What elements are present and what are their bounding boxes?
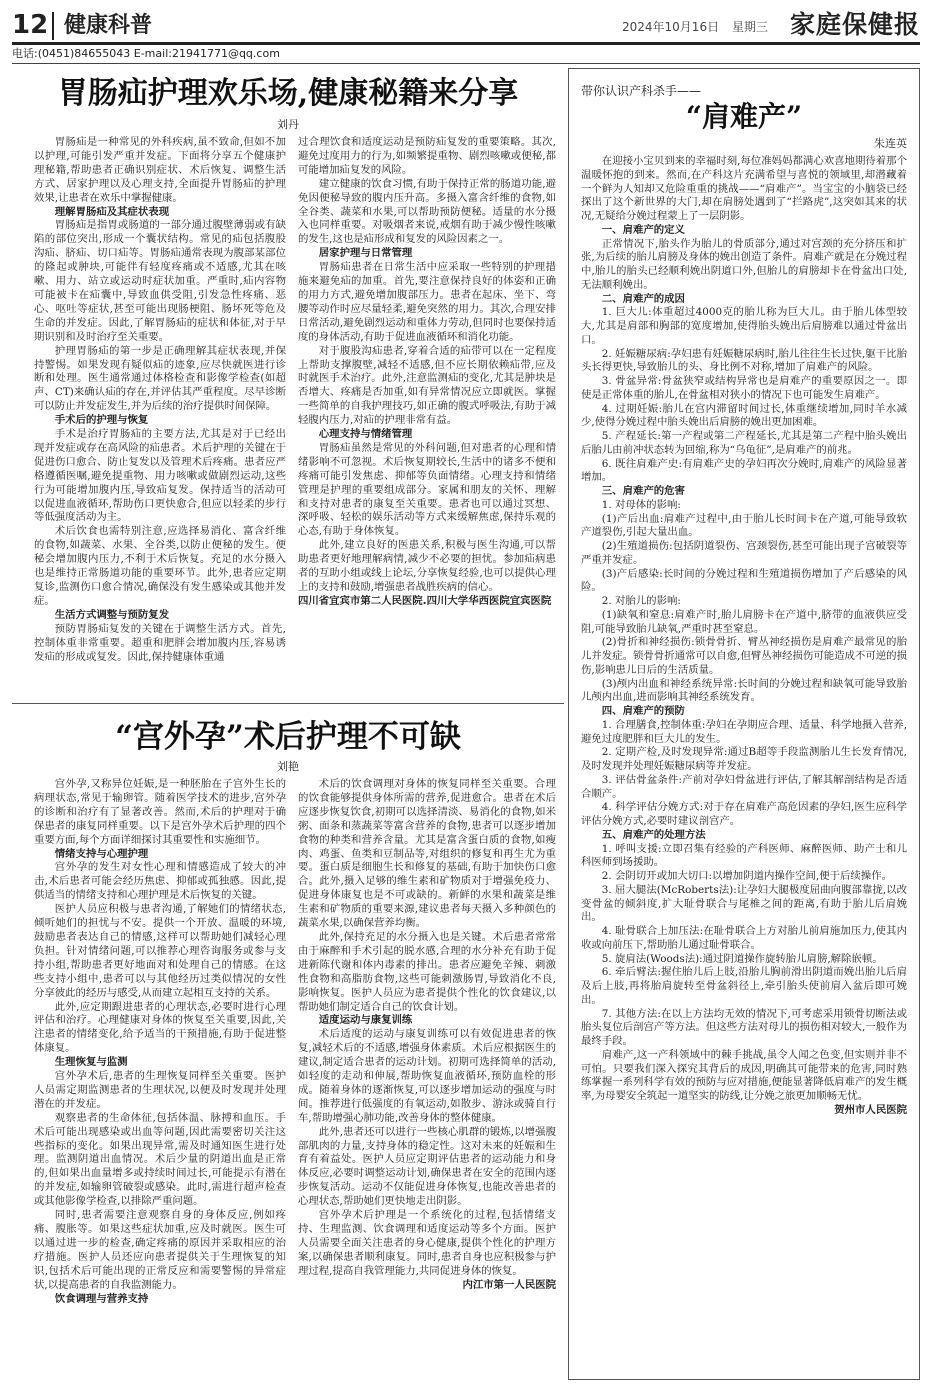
paragraph: 3. 评估骨盆条件:产前对孕妇骨盆进行评估,了解其解剖结构是否适合顺产。: [581, 773, 907, 800]
paragraph: (1)产后出血:肩难产过程中,由于胎儿长时间卡在产道,可能导致软产道裂伤,引起大量出血。: [581, 512, 907, 539]
paragraph: (3)颅内出血和神经系统异常:长时间的分娩过程和缺氧可能导致胎儿颅内出血,进而影响其神经系统发育。: [581, 677, 907, 704]
subheading: 手术后的护理与恢复: [54, 414, 149, 427]
article-ectopic-body: [12, 778, 564, 1380]
paragraph: 宫外孕的发生对女性心理和情感造成了较大的冲击,术后患者可能会经历焦虑、抑郁或孤独感。因此,提供适当的情绪支持和心理护理是术后恢复的关键。: [34, 861, 286, 902]
article-hernia-author: 刘丹: [277, 118, 299, 131]
paragraph: 1. 巨大儿:体重超过4000克的胎儿称为巨大儿。由于胎儿体型较大,尤其是肩部和胸部的宽度增加,使得胎头娩出后肩膀难以通过骨盆出口。: [581, 306, 907, 346]
article-ectopic-column-2: [298, 778, 556, 1378]
subheading: 五、肩难产的处理方法: [601, 828, 706, 841]
subheading: 饮食调理与营养支持: [54, 1292, 149, 1305]
author-affiliation: 内江市第一人民医院: [462, 1278, 556, 1291]
article-shoulder-body: [581, 155, 907, 1373]
article-hernia-column-2: [298, 136, 556, 702]
paragraph: 过合理饮食和适度运动是预防疝复发的重要策略。其次,避免过度用力的行为,如频繁提重物、剧烈咳嗽或便秘,都可能增加疝复发的风险。: [298, 136, 556, 176]
paragraph: 胃肠疝是一种常见的外科疾病,虽不致命,但如不加以护理,可能引发严重并发症。下面将分享五个健康护理秘籍,帮助患者正确识别症状、术后恢复、调整生活方式、居家护理以及心理支持,全面提升胃肠疝的护理效果,让患者在欢乐中掌握健康。: [34, 136, 286, 204]
subheading: 情绪支持与心理护理: [54, 847, 149, 860]
author-affiliation: 贺州市人民医院: [834, 1103, 907, 1116]
paragraph: 6. 牵后臂法:握住胎儿后上肢,沿胎儿胸前滑出阴道而娩出胎儿后肩及后上肢,再将胎肩旋转至骨盆斜径上,牵引胎头使前肩入盆后即可娩出。: [581, 966, 907, 1006]
article-shoulder-author: 朱连英: [874, 137, 907, 150]
article-ectopic-column-1: [34, 778, 286, 1378]
paragraph: 5. 产程延长:第一产程或第二产程延长,尤其是第二产程中胎头娩出后胎儿由前冲状态转为回缩,称为“乌龟征”,是肩难产的前兆。: [581, 430, 907, 456]
paragraph: (2)生殖道损伤:包括阴道裂伤、宫颈裂伤,甚至可能出现子宫破裂等严重并发症。: [581, 540, 907, 566]
paragraph: 2. 会阴切开或加大切口:以增加阴道内操作空间,便于后续操作。: [601, 870, 892, 882]
paragraph: 观察患者的生命体征,包括体温、脉搏和血压。手术后可能出现感染或出血等问题,因此需要密切关注这些指标的变化。如果出现异常,需及时通知医生进行处理。监测阴道出血情况。术后少量的阴道出血是正常的,但如果出血量增多或持续时间过长,可能提示有潜在的并发症,如输卵管破裂或感染。此时,需进行超声检查或其他影像学检查,以排除严重问题。: [34, 1111, 286, 1208]
paragraph: 宫外孕术后护理是一个系统化的过程,包括情绪支持、生理监测、饮食调理和适度运动等多个方面。医护人员需要全面关注患者的身心健康,提供个性化的护理方案,以确保患者顺利康复。同时,患者自身也应积极参与护理过程,提高自我管理能力,共同促进身体的恢复。: [298, 1209, 556, 1277]
paragraph: 护理胃肠疝的第一步是正确理解其症状表现,并保持警惕。如果发现有疑似疝的迹象,应尽快就医进行诊断和处理。医生通常通过体格检查和影像学检查(如超声、CT)来确认疝的存在,并评估其严重程度。尽早诊断可以防止并发症发生,并为后续的治疗提供时间保障。: [34, 344, 286, 413]
subheading: 生理恢复与监测: [54, 1056, 128, 1069]
paragraph: 医护人员应积极与患者沟通,了解她们的情绪状态,倾听她们的担忧与不安。提供一个开放、温暖的环境,鼓励患者表达自己的情感,这样可以帮助她们减轻心理负担。针对情绪问题,可以推荐心理咨询服务或参与支持小组,帮助患者更好地面对和处理自己的情感。在这些支持小组中,患者可以与其他经历过类似情况的女性分享彼此的经历与感受,从而建立起相互支持的关系。: [34, 903, 286, 999]
paragraph: 肩难产,这一产科领域中的棘手挑战,虽令人闻之色变,但实则并非不可怕。只要我们深入探究其背后的成因,明确其可能带来的危害,同时熟练掌握一系列科学有效的预防与应对措施,便能显著降低肩难产的发生概率,为母婴安全筑起一道坚实的防线,让分娩之旅更加顺畅无忧。: [581, 1048, 907, 1102]
paragraph: 1. 呼叫支援:立即召集有经验的产科医师、麻醉医师、助产士和儿科医师到场援助。: [581, 842, 907, 869]
paragraph: 术后饮食也需特别注意,应选择易消化、富含纤维的食物,如蔬菜、水果、全谷类,以防止便秘的发生。便秘会增加腹内压力,不利于术后恢复。充足的水分摄入也是维持正常肠道功能的重要环节。此外,患者应定期复诊,监测伤口愈合情况,确保没有发生感染或其他并发症。: [34, 525, 286, 607]
article-ectopic: [12, 706, 564, 1380]
paragraph: 此外,患者还可以进行一些核心肌群的锻炼,以增强腹部肌肉的力量,支持身体的稳定性。这对未来的妊娠和生育有着益处。医护人员应定期评估患者的运动能力和身体反应,必要时调整运动计划,确保患者在安全的范围内逐步恢复活动。运动不仅能促进身体恢复,也能改善患者的心理状态,帮助她们更快地走出阴影。: [298, 1125, 556, 1208]
subheading: 二、肩难产的成因: [601, 292, 685, 305]
paragraph: 3. 骨盆异常:骨盆狭窄或结构异常也是肩难产的重要原因之一。即使是正常体重的胎儿,在骨盆相对狭小的情况下也可能发生肩难产。: [581, 375, 907, 401]
contact-line: 电话:(0451)84655043 E-mail:21941771@qq.com: [12, 47, 280, 60]
subheading: 适度运动与康复训练: [318, 1014, 413, 1027]
paragraph: 4. 耻骨联合上加压法:在耻骨联合上方对胎儿前肩施加压力,使其内收或向前压下,帮助胎儿通过耻骨联合。: [581, 925, 907, 951]
paragraph: 同时,患者需要注意观察自身的身体反应,例如疼痛、腹胀等。如果这些症状加重,应及时就医。医生可以通过进一步的检查,确定疼痛的原因并采取相应的治疗措施。医护人员还应向患者提供关于生理恢复的知识,包括术后可能出现的正常反应和需要警惕的异常症状,以提高患者的自我监测能力。: [34, 1209, 286, 1291]
issue-weekday: 星期三: [732, 20, 769, 34]
contact-rule: [12, 63, 920, 64]
paragraph: 4. 过期妊娠:胎儿在宫内滞留时间过长,体重继续增加,同时羊水减少,使得分娩过程中胎头娩出后肩膀的娩出更加困难。: [581, 402, 907, 429]
paragraph: (2)骨折和神经损伤:锁骨骨折、臂丛神经损伤是肩难产最常见的胎儿并发症。锁骨骨折通常可以自愈,但臂丛神经损伤可能造成不可逆的损伤,影响患儿日后的生活质量。: [581, 636, 907, 676]
paragraph: 6. 既往肩难产史:有肩难产史的孕妇再次分娩时,肩难产的风险显著增加。: [581, 457, 907, 484]
section-title: 健康科普: [64, 13, 153, 38]
paragraph: 4. 科学评估分娩方式:对于存在肩难产高危因素的孕妇,医生应科学评估分娩方式,必要时建议剖宫产。: [581, 801, 907, 827]
header-divider: [52, 12, 54, 40]
paragraph: 3. 屈大腿法(McRoberts法):让孕妇大腿极度屈曲向腹部靠拢,以改变骨盆的倾斜度,扩大耻骨联合与尾椎之间的距离,有助于胎儿后肩娩出。: [581, 883, 907, 924]
paragraph: 对于腹股沟疝患者,穿着合适的疝带可以在一定程度上帮助支撑腹壁,减轻不适感,但不应长期依赖疝带,应及时就医手术治疗。此外,注意监测疝的变化,尤其是肿块是否增大、疼痛是否加重,如有异常情况应立即就医。掌握一些简单的自我护理技巧,如正确的腹式呼吸法,有助于减轻腹内压力,对疝的护理非常有益。: [298, 344, 556, 427]
paragraph: 术后适度的运动与康复训练可以有效促进患者的恢复,减轻术后的不适感,增强身体素质。术后应根据医生的建议,制定适合患者的运动计划。初期可选择简单的活动,如轻度的走动和伸展,帮助恢复血液循环,预防血栓的形成。随着身体的逐渐恢复,可以逐步增加运动的强度与时间。推荐进行低强度的有氧运动,如散步、游泳或骑自行车,帮助增强心肺功能,改善身体的整体健康。: [298, 1028, 556, 1124]
article-shoulder-kicker: 带你认识产科杀手——: [581, 84, 702, 98]
paragraph: 在迎接小宝贝到来的幸福时刻,每位准妈妈都满心欢喜地期待着那个温暖怀抱的到来。然而,在产科这片充满希望与喜悦的领域里,却潜藏着一个鲜为人知却又危险重重的挑战——“肩难产”。当宝宝的小脑袋已经探出了这个新世界的大门,却在肩膀处遇到了“拦路虎”,这突如其来的状况,无疑给分娩过程蒙上了一层阴影。: [581, 155, 907, 222]
article-hernia-body: [12, 136, 564, 702]
article-hernia-title: 胃肠疝护理欢乐场,健康秘籍来分享: [57, 76, 519, 111]
paragraph: 手术是治疗胃肠疝的主要方法,尤其是对于已经出现并发症或存在高风险的疝患者。术后护理的关键在于促进伤口愈合、防止复发以及管理术后疼痛。患者应严格遵循医嘱,避免提重物、用力咳嗽或做剧烈运动,这些行为可能增加腹内压,导致疝复发。保持适当的活动可以促进血液循环,帮助伤口更快愈合,但应以轻柔的步行等低强度活动为主。: [34, 428, 286, 524]
article-shoulder-title: “肩难产”: [685, 100, 803, 133]
paragraph: 正常情况下,胎头作为胎儿的骨质部分,通过对宫颈的充分挤压和扩张,为后续的胎儿肩膀及身体的娩出创造了条件。肩难产就是在分娩过程中,胎儿的胎头已经顺利娩出阴道口外,但胎儿的肩膀却卡在骨盆出口处,无法顺利娩出。: [581, 237, 907, 291]
article-shoulder-dystocia: [568, 68, 920, 1380]
paragraph: 2. 妊娠糖尿病:孕妇患有妊娠糖尿病时,胎儿往往生长过快,躯干比胎头长得更快,导致胎儿的头、身比例不对称,增加了肩难产的风险。: [581, 347, 907, 374]
subheading: 居家护理与日常管理: [318, 247, 413, 260]
paragraph: (1)缺氧和窒息:肩难产时,胎儿肩膀卡在产道中,脐带的血液供应受阻,可能导致胎儿缺氧,严重时甚至窒息。: [581, 608, 907, 635]
author-affiliation: 四川省宜宾市第二人民医院.四川大学华西医院宜宾医院: [298, 594, 552, 607]
paragraph: 7. 其他方法:在以上方法均无效的情况下,可考虑采用锁骨切断法或胎头复位后剖宫产等方法。但这些方法对母儿的损伤相对较大,一般作为最终手段。: [581, 1007, 907, 1047]
page-header: [12, 10, 920, 42]
paragraph: 1. 合理膳食,控制体重:孕妇在孕期应合理、适量、科学地摄入营养,避免过度肥胖和巨大儿的发生。: [581, 718, 907, 745]
article-hernia-column-1: [34, 136, 286, 702]
paragraph: 宫外孕术后,患者的生理恢复同样至关重要。医护人员需定期监测患者的生理状况,以便及时发现并处理潜在的并发症。: [34, 1070, 286, 1110]
paragraph: 胃肠疝是指胃或肠道的一部分通过腹壁薄弱或有缺陷的部位突出,形成一个囊状结构。常见的疝包括腹股沟疝、脐疝、切口疝等。胃肠疝通常表现为腹部某部位的隆起或肿块,可能伴有轻度疼痛或不适感,尤其在咳嗽、用力、站立或运动时症状加重。严重时,疝内容物可能被卡在疝囊中,导致血供受阻,引发急性疼痛、恶心、呕吐等症状,甚至可能出现肠梗阻、肠坏死等危及生命的并发症。因此,了解胃肠疝的症状和体征,对于早期识别和及时治疗至关重要。: [34, 219, 286, 343]
subheading: 理解胃肠疝及其症状表现: [54, 205, 170, 218]
paragraph: 此外,应定期跟进患者的心理状态,必要时进行心理评估和治疗。心理健康对身体的恢复至关重要,因此,关注患者的情绪变化,给予适当的干预措施,有助于促进整体康复。: [34, 1000, 286, 1055]
paragraph: 宫外孕,又称异位妊娠,是一种胚胎在子宫外生长的病理状态,常见于输卵管。随着医学技术的进步,宫外孕的诊断和治疗有了显著改善。然而,术后的护理对于确保患者的康复同样重要。以下是宫外孕术后护理的四个重要方面,每个方面详细探讨其重要性和实施细节。: [34, 778, 286, 846]
paragraph: (3)产后感染:长时间的分娩过程和生殖道损伤增加了产后感染的风险。: [581, 567, 907, 594]
issue-date: 2024年10月16日: [622, 20, 720, 34]
subheading: 心理支持与情绪管理: [318, 428, 413, 441]
paragraph: 2. 对胎儿的影响:: [601, 595, 681, 607]
header-rule: [12, 42, 920, 45]
subheading: 三、肩难产的危害: [601, 485, 685, 497]
page-number: 12: [12, 10, 49, 40]
paragraph: 1. 对母体的影响:: [601, 498, 681, 511]
paragraph: 胃肠疝患者在日常生活中应采取一些特别的护理措施来避免疝的加重。首先,要注意保持良好的体姿和正确的用力方式,避免增加腹部压力。患者在起床、坐下、弯腰等动作时应尽量轻柔,避免突然的用力。其次,合理安排日常活动,避免剧烈运动和重体力劳动,但同时也要保持适度的身体活动,有助于促进血液循环和消化功能。: [298, 261, 556, 343]
article-ectopic-title: “宫外孕”术后护理不可缺: [115, 719, 461, 755]
paragraph: 术后的饮食调理对身体的恢复同样至关重要。合理的饮食能够提供身体所需的营养,促进愈合。患者在术后应逐步恢复饮食,初期可以选择清淡、易消化的食物,如米粥、面条和蒸蔬菜等富含营养的食物,患者可以逐步增加食物的种类和营养含量。尤其是富含蛋白质的食物,如瘦肉、鸡蛋、鱼类和豆制品等,对组织的修复和再生尤为重要。蛋白质是细胞生长和修复的基础,有助于加快伤口愈合。此外,摄入足够的维生素和矿物质对于增强免疫力、促进身体康复也是不可或缺的。新鲜的水果和蔬菜是维生素和矿物质的重要来源,建议患者每天摄入多种颜色的蔬菜水果,以确保营养均衡。: [298, 778, 556, 930]
paragraph: 胃肠疝虽然是常见的外科问题,但对患者的心理和情绪影响不可忽视。术后恢复期较长,生活中的诸多不便和疼痛可能引发焦虑、抑郁等负面情绪。心理支持和情绪管理是护理的重要组成部分。家属和朋友的关怀、理解和支持对患者的康复至关重要。患者也可以通过冥想、深呼吸、轻松的娱乐活动等方式来缓解焦虑,保持乐观的心态,有助于身体恢复。: [298, 441, 556, 538]
article-ectopic-author: 刘艳: [277, 760, 299, 773]
paragraph: 预防胃肠疝复发的关键在于调整生活方式。首先,控制体重非常重要。超重和肥胖会增加腹内压,容易诱发疝的形成或复发。因此,保持健康体重通: [34, 622, 286, 663]
paragraph: 2. 定期产检,及时发现异常:通过B超等手段监测胎儿生长发育情况,及时发现并处理妊娠糖尿病等并发症。: [581, 746, 907, 772]
paragraph: 此外,保持充足的水分摄入也是关键。术后患者常常由于麻醉和手术引起的脱水感,合理的水分补充有助于促进新陈代谢和体内毒素的排出。患者应避免辛辣、刺激性食物和高脂肪食物,这些可能刺激肠胃,导致消化不良,影响恢复。医护人员应为患者提供个性化的饮食建议,以帮助她们制定适合自己的饮食计划。: [298, 930, 556, 1013]
article-hernia: [12, 70, 564, 700]
paragraph: 建立健康的饮食习惯,有助于保持正常的肠道功能,避免因便秘导致的腹内压升高。多摄入富含纤维的食物,如全谷类、蔬菜和水果,可以帮助预防便秘。适量的水分摄入也同样重要。对吸烟者来说,戒烟有助于减少慢性咳嗽的发生,这也是疝形成和复发的风险因素之一。: [298, 177, 556, 246]
subheading: 四、肩难产的预防: [601, 705, 685, 717]
paragraph: 5. 旋肩法(Woods法):通过阴道操作旋转胎儿肩膀,解除嵌顿。: [601, 952, 883, 965]
newspaper-name: 家庭保健报: [789, 10, 920, 39]
article-divider: [12, 703, 564, 704]
subheading: 一、肩难产的定义: [601, 223, 685, 236]
paragraph: 此外,建立良好的医患关系,积极与医生沟通,可以帮助患者更好地理解病情,减少不必要的担忧。参加疝病患者的互助小组或线上论坛,分享恢复经验,也可以提供心理上的支持和鼓励,增强患者战胜疾病的信心。: [298, 539, 556, 593]
subheading: 生活方式调整与预防复发: [54, 608, 170, 621]
